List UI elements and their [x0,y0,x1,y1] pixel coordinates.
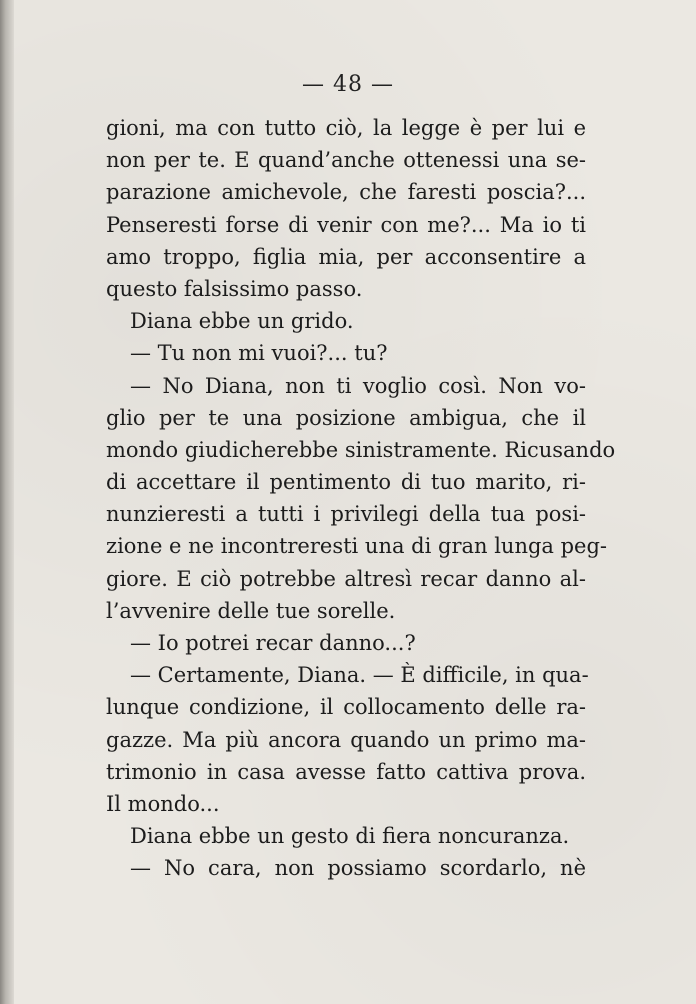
text-line: gazze. Ma più ancora quando un primo ma- [106,727,586,752]
text-line: — Io potrei recar danno...? [130,631,416,655]
text-line: zione e ne incontreresti una di gran lunga peg- [106,534,608,559]
text-line: mondo giudicherebbe sinistramente. Ricusando [106,437,616,462]
text-line: Penseresti forse di venir con me?... Ma io ti [106,212,586,237]
text-line: Il mondo... [106,791,220,816]
text-line: — Tu non mi vuoi?... tu? [130,341,388,366]
text-line: Diana ebbe un grido. [130,309,354,334]
text-line: — No cara, non possiamo scordarlo, nè [130,856,586,881]
text-line: — Certamente, Diana. — È difficile, in qua- [130,663,589,688]
text-line: giore. E ciò potrebbe altresì recar danno al- [106,566,586,591]
text-line: l’avvenire delle tue sorelle. [106,598,396,623]
text-line: trimonio in casa avesse fatto cattiva prova. [106,759,586,784]
text-line: gioni, ma con tutto ciò, la legge è per lui e [106,116,586,140]
text-line: lunque condizione, il collocamento delle ra- [106,695,586,720]
text-line: amo troppo, figlia mia, per acconsentire a [106,244,586,269]
text-line: nunzieresti a tutti i privilegi della tua posi- [106,502,586,527]
text-line: non per te. E quand’anche ottenessi una se- [106,148,586,173]
text-block [106,112,616,885]
text-line: parazione amichevole, che faresti poscia?... [106,180,586,205]
text-line: di accettare il pentimento di tuo marito, ri- [106,470,586,495]
text-line: — No Diana, non ti voglio così. Non vo- [130,373,586,398]
text-line: glio per te una posizione ambigua, che il [106,405,586,430]
page-binding-edge [0,0,14,1004]
page-number: — 48 — [302,72,394,97]
text-line: Diana ebbe un gesto di fiera noncuranza. [130,824,570,849]
text-line: questo falsissimo passo. [106,276,363,301]
